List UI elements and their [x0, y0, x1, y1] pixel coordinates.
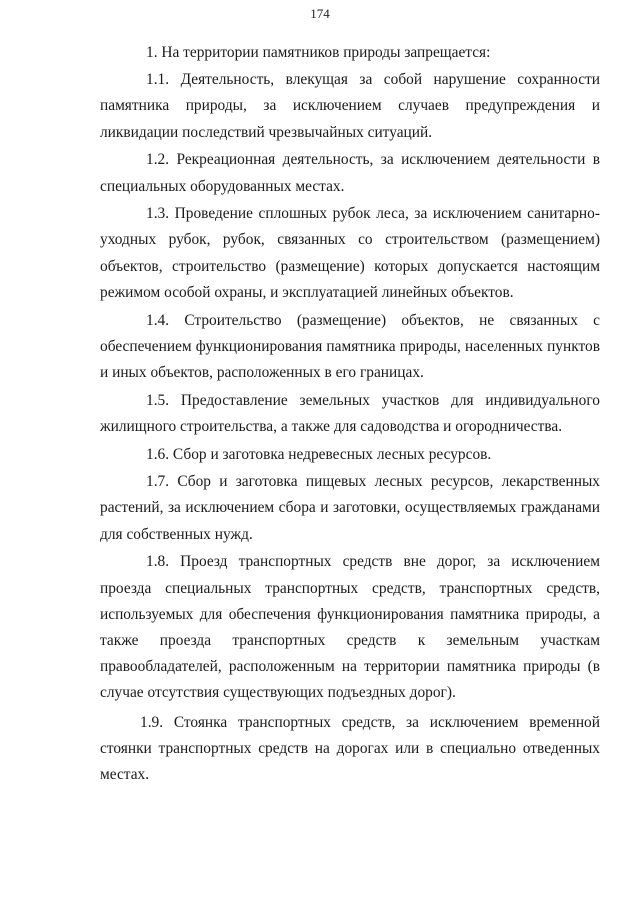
clause-1-7: 1.7. Сбор и заготовка пищевых лесных ресурсов, лекарственных растений, за исключением сбора и заготовки, осуществляемых гражданами для собственных нужд.: [100, 473, 600, 543]
clause-1-4: 1.4. Строительство (размещение) объектов, не связанных с обеспечением функционирования памятника природы, населенных пунктов и иных объектов, расположенных в его границах.: [100, 311, 600, 381]
clause-1-9: 1.9. Стоянка транспортных средств, за исключением временной стоянки транспортных средств на дорогах или в специально отведенных местах.: [100, 713, 600, 783]
clause-1-8: 1.8. Проезд транспортных средств вне дорог, за исключением проезда специальных транспортных средств, транспортных средств, используемых для обеспечения функционирования памятника природы, а также проезда транспортных средств к земельным участкам правообладателей, расположенным на территории памятника природы (в случае отсутствия существующих подъездных дорог).: [100, 553, 600, 702]
clause-1-2: 1.2. Рекреационная деятельность, за исключением деятельности в специальных оборудованных местах.: [100, 151, 600, 195]
clause-1-3: 1.3. Проведение сплошных рубок леса, за исключением санитарно-уходных рубок, рубок, связанных со строительством (размещением) объектов, строительство (размещение) которых допускается настоящим режимом особой охраны, и эксплуатацией линейных объектов.: [100, 205, 600, 301]
section-heading: 1. На территории памятников природы запрещается:: [146, 44, 491, 61]
document-body: [100, 40, 600, 790]
clause-1-5: 1.5. Предоставление земельных участков для индивидуального жилищного строительства, а также для садоводства и огородничества.: [100, 391, 600, 435]
page-number: 174: [310, 6, 330, 21]
clause-1-1: 1.1. Деятельность, влекущая за собой нарушение сохранности памятника природы, за исключением случаев предупреждения и ликвидации последствий чрезвычайных ситуаций.: [100, 71, 600, 141]
clause-1-6: 1.6. Сбор и заготовка недревесных лесных ресурсов.: [146, 445, 492, 463]
